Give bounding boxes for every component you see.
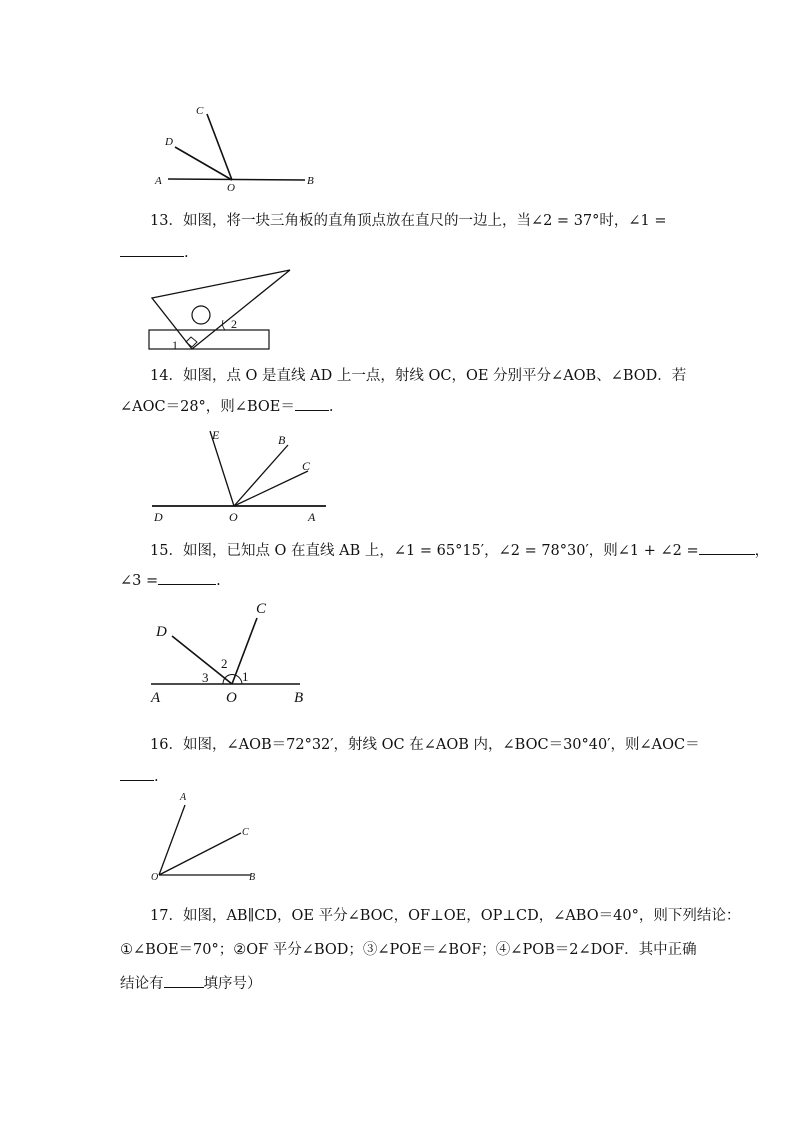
q12-label-b: B <box>307 175 314 187</box>
q15-label-b: B <box>294 690 304 706</box>
q16-figure <box>148 788 263 883</box>
q13-question-line1 <box>150 211 667 231</box>
q12-label-c: C <box>196 105 204 117</box>
q14-line1: 14．如图，点 O 是直线 AD 上一点，射线 OC，OE 分别平分∠AOB、∠BOD．若 <box>150 368 687 384</box>
q15-question-line1 <box>150 540 769 561</box>
q14-answer-blank[interactable] <box>295 396 329 411</box>
q13-label-1: 1 <box>172 338 178 352</box>
q16-label-a: A <box>180 792 187 803</box>
q17-question-line3 <box>120 973 262 994</box>
q13-label-2: 2 <box>231 317 237 331</box>
q16-question-line2 <box>120 766 159 787</box>
q15-label-d: D <box>156 624 167 640</box>
q17-line2: ①∠BOE＝70°；②OF 平分∠BOD；③∠POE＝∠BOF；④∠POB＝2∠DOF．其中正确 <box>120 942 697 958</box>
q17-line3-text: 结论有 <box>120 976 164 992</box>
q12-label-a: A <box>155 175 162 187</box>
q17-answer-blank[interactable] <box>164 973 204 988</box>
q14-line2-end: . <box>328 399 334 415</box>
q13-text: 13．如图，将一块三角板的直角顶点放在直尺的一边上，当∠2 = 37°时，∠1 = <box>150 213 667 229</box>
q16-answer-blank[interactable] <box>120 766 154 781</box>
q14-line2-text: ∠AOC＝28°，则∠BOE＝ <box>120 399 295 415</box>
q13-figure <box>145 268 305 356</box>
q15-line1-end: ， <box>754 543 770 559</box>
q16-question-line1 <box>150 735 700 755</box>
q14-label-c: C <box>302 459 311 473</box>
q15-label-c: C <box>256 601 267 617</box>
q15-question-line2 <box>120 570 221 591</box>
q14-question-line2 <box>120 396 333 417</box>
q13-answer-blank[interactable] <box>120 242 184 257</box>
q14-label-b: B <box>278 433 286 447</box>
q15-line2-text: ∠3 = <box>120 573 159 589</box>
q13-end: . <box>184 245 189 261</box>
q15-answer-blank-1[interactable] <box>699 540 755 555</box>
q15-label-a: A <box>151 690 161 706</box>
q17-question-line2 <box>120 940 697 960</box>
q15-label-o: O <box>226 690 237 706</box>
q17-line1: 17．如图，AB∥CD，OE 平分∠BOC，OF⊥OE，OP⊥CD，∠ABO＝40°，则下列结论： <box>150 908 741 924</box>
q13-question-line2 <box>120 242 189 263</box>
q14-label-o: O <box>229 510 238 524</box>
q15-label-1: 1 <box>242 669 249 684</box>
q14-label-a: A <box>308 510 316 524</box>
q17-line3-post: 填序号） <box>203 976 262 992</box>
q17-question-line1 <box>150 906 740 926</box>
q15-answer-blank-2[interactable] <box>158 570 216 585</box>
q14-question-line1 <box>150 366 686 386</box>
q12-figure <box>150 100 330 195</box>
q15-line2-end: . <box>216 573 221 589</box>
q14-label-e: E <box>212 428 220 442</box>
q16-line1: 16．如图，∠AOB＝72°32′，射线 OC 在∠AOB 内，∠BOC＝30°40′，则∠AOC＝ <box>150 737 700 753</box>
q14-label-d: D <box>154 510 163 524</box>
q15-label-3: 3 <box>202 670 209 685</box>
q15-figure <box>145 598 315 710</box>
q14-figure <box>148 425 333 525</box>
q16-label-b: B <box>249 872 256 883</box>
q12-label-d: D <box>165 136 173 148</box>
q16-label-o: O <box>151 872 159 883</box>
q15-line1-text: 15．如图，已知点 O 在直线 AB 上，∠1 = 65°15′，∠2 = 78°30′，则∠1 + ∠2 = <box>150 543 699 559</box>
q15-label-2: 2 <box>221 656 228 671</box>
q16-line2-end: . <box>154 769 159 785</box>
q16-label-c: C <box>242 827 249 838</box>
q12-label-o: O <box>227 182 235 194</box>
